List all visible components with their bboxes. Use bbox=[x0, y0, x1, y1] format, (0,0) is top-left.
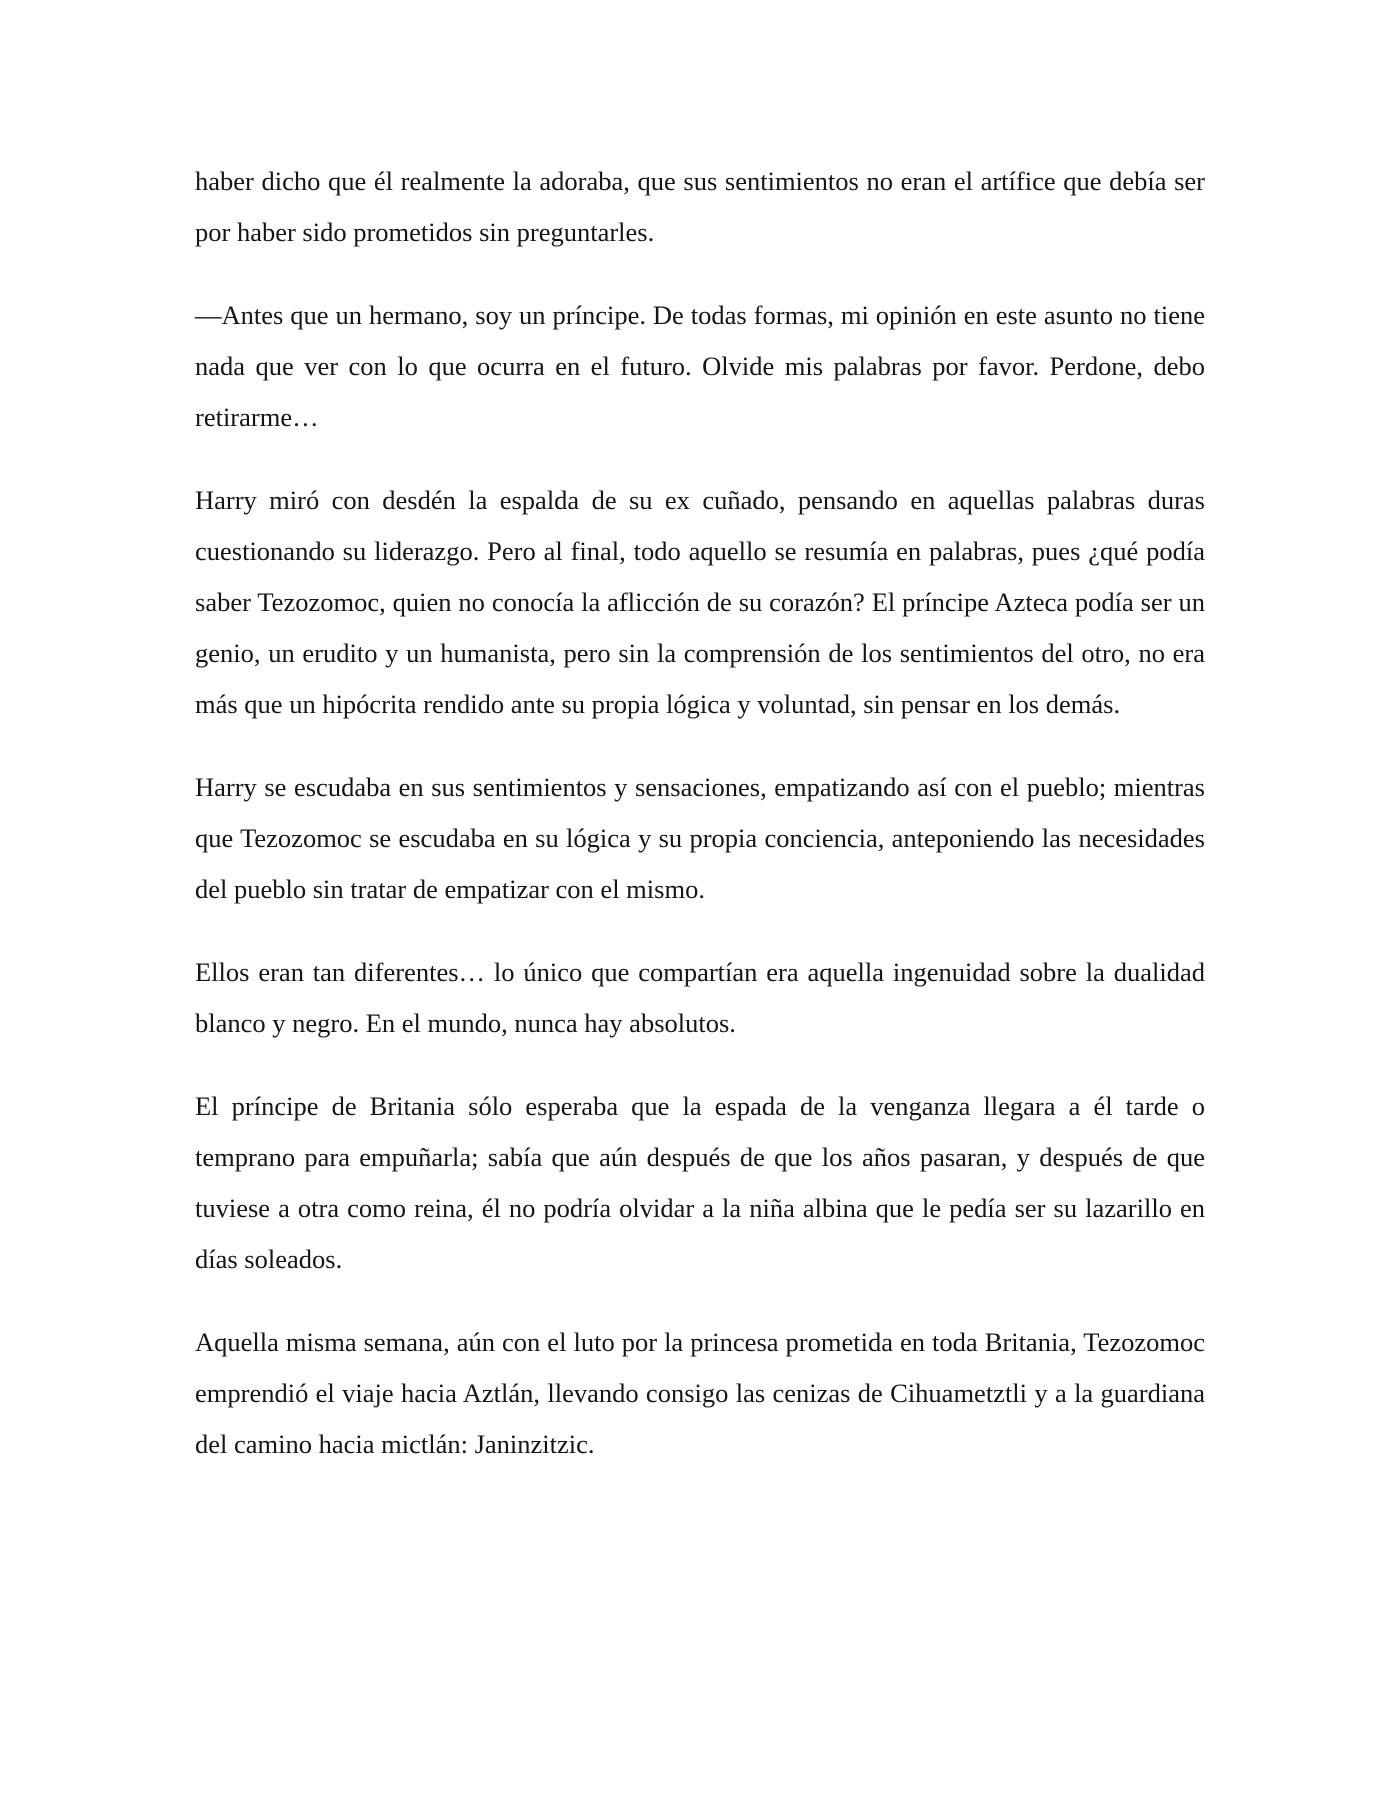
paragraph-1: haber dicho que él realmente la adoraba, que sus sentimientos no eran el artífice que debía ser por haber sido prometidos sin preguntarles. bbox=[195, 166, 1205, 247]
body-text bbox=[195, 156, 1205, 1502]
paragraph-3: Harry miró con desdén la espalda de su ex cuñado, pensando en aquellas palabras duras cuestionando su liderazgo. Pero al final, todo aquello se resumía en palabras, pues ¿qué podía saber Tezozomoc, quien no conocía la aflicción de su corazón? El príncipe Azteca podía ser un genio, un erudito y un humanista, pero sin la comprensión de los sentimientos del otro, no era más que un hipócrita rendido ante su propia lógica y voluntad, sin pensar en los demás. bbox=[195, 485, 1205, 719]
paragraph-4: Harry se escudaba en sus sentimientos y sensaciones, empatizando así con el pueblo; mientras que Tezozomoc se escudaba en su lógica y su propia conciencia, anteponiendo las necesidades del pueblo sin tratar de empatizar con el mismo. bbox=[195, 772, 1205, 904]
paragraph-7: Aquella misma semana, aún con el luto por la princesa prometida en toda Britania, Tezozomoc emprendió el viaje hacia Aztlán, llevando consigo las cenizas de Cihuametztli y a la guardiana del camino hacia mictlán: Janinzitzic. bbox=[195, 1327, 1205, 1459]
paragraph-2: —Antes que un hermano, soy un príncipe. De todas formas, mi opinión en este asunto no tiene nada que ver con lo que ocurra en el futuro. Olvide mis palabras por favor. Perdone, debo retirarme… bbox=[195, 300, 1205, 432]
paragraph-5: Ellos eran tan diferentes… lo único que compartían era aquella ingenuidad sobre la dualidad blanco y negro. En el mundo, nunca hay absolutos. bbox=[195, 957, 1205, 1038]
paragraph-6: El príncipe de Britania sólo esperaba que la espada de la venganza llegara a él tarde o temprano para empuñarla; sabía que aún después de que los años pasaran, y después de que tuviese a otra como reina, él no podría olvidar a la niña albina que le pedía ser su lazarillo en días soleados. bbox=[195, 1091, 1205, 1274]
